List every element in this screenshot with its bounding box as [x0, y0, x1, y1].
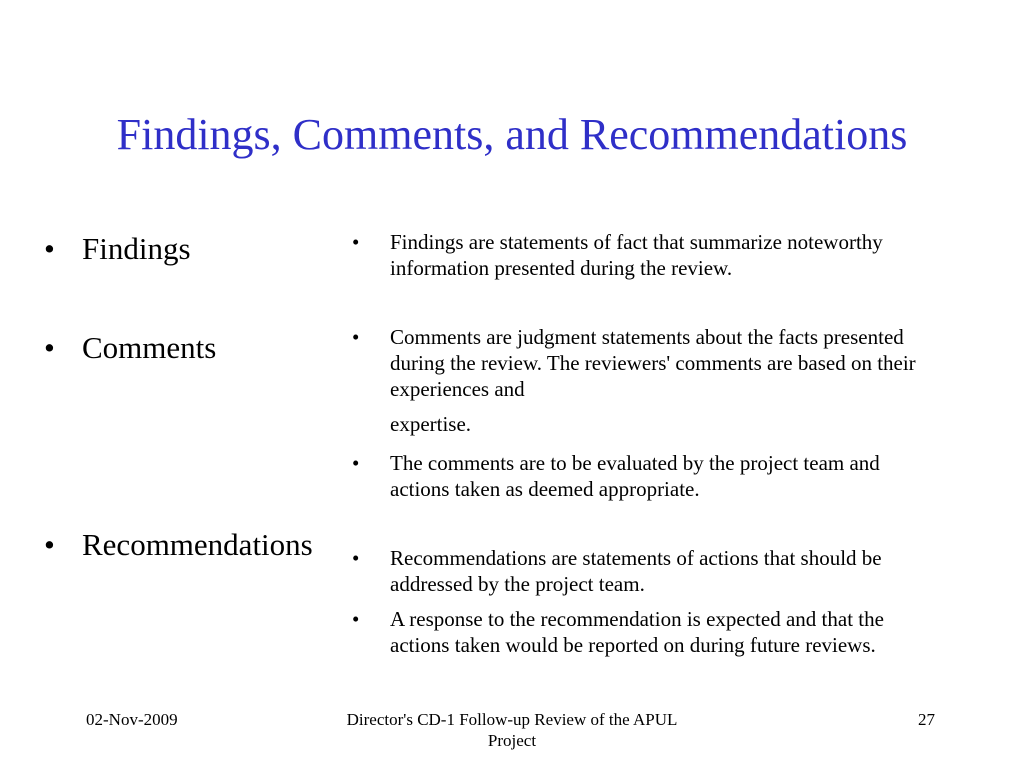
- bullet-marker: •: [44, 231, 55, 266]
- bullet-marker: •: [352, 607, 360, 631]
- description-text-continuation: expertise.: [390, 412, 472, 436]
- recommendations-description: [352, 545, 932, 597]
- left-bullet-recommendations: [44, 527, 313, 563]
- description-text: The comments are to be evaluated by the project team and actions taken as deemed appropriate.: [390, 451, 880, 501]
- description-text: [390, 324, 932, 437]
- bullet-marker: •: [352, 230, 360, 254]
- recommendations-response: [352, 606, 932, 658]
- footer-presentation-title: Director's CD-1 Follow-up Review of the APUL Project: [346, 710, 678, 750]
- left-bullet-comments: [44, 330, 216, 366]
- description-text: Recommendations are statements of actions that should be addressed by the project team.: [390, 546, 882, 596]
- description-text: A response to the recommendation is expected and that the actions taken would be reported on during future reviews.: [390, 607, 884, 657]
- description-text: Findings are statements of fact that summarize noteworthy information presented during the review.: [390, 230, 883, 280]
- footer-date: 02-Nov-2009: [86, 710, 178, 729]
- bullet-marker: •: [44, 330, 55, 365]
- findings-description: [352, 229, 932, 281]
- bullet-marker: •: [352, 451, 360, 475]
- bullet-marker: •: [44, 527, 55, 562]
- footer-page-number: 27: [918, 710, 935, 729]
- slide-title: Findings, Comments, and Recommendations: [116, 110, 908, 159]
- left-bullet-label: Recommendations: [82, 527, 313, 562]
- bullet-marker: •: [352, 325, 360, 349]
- left-bullet-label: Comments: [82, 330, 217, 365]
- bullet-marker: •: [352, 546, 360, 570]
- left-bullet-label: Findings: [82, 231, 191, 266]
- comments-evaluation: [352, 450, 932, 502]
- comments-description: [352, 324, 932, 437]
- description-text-main: Comments are judgment statements about the facts presented during the review. The reviewers' comments are based on their experiences and: [390, 325, 916, 401]
- left-bullet-findings: [44, 231, 191, 267]
